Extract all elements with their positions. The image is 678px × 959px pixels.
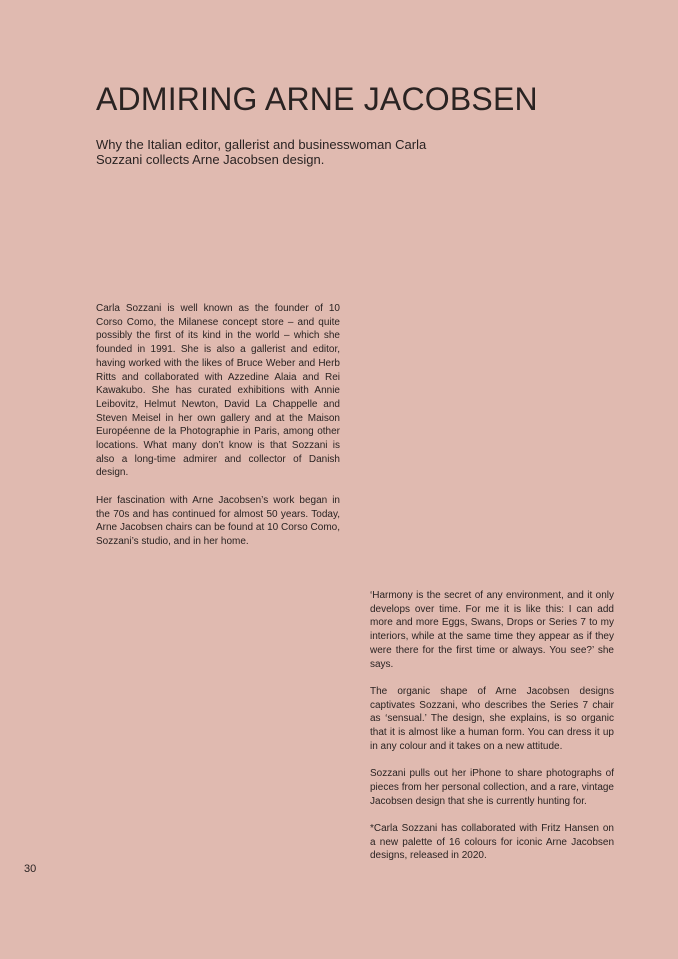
right-text-column <box>370 589 614 877</box>
paragraph: Carla Sozzani is well known as the founder of 10 Corso Como, the Milanese concept store – and quite possibly the first of its kind in the world – which she founded in 1991. She is also a gallerist and editor, having worked with the likes of Bruce Weber and Herb Ritts and collaborated with Azzedine Alaia and Rei Kawakubo. She has curated exhibitions with Annie Leibovitz, Helmut Newton, David La Chappelle and Steven Meisel in her own gallery and at the Maison Européenne de la Photographie in Paris, among other locations. What many don’t know is that Sozzani is also a long-time admirer and collector of Danish design. <box>96 303 340 479</box>
article-subtitle: Why the Italian editor, gallerist and businesswoman Carla Sozzani collects Arne Jacobsen design. <box>96 137 427 167</box>
footnote: *Carla Sozzani has collaborated with Fritz Hansen on a new palette of 16 colours for iconic Arne Jacobsen designs, released in 2020. <box>370 822 614 862</box>
paragraph: The organic shape of Arne Jacobsen designs captivates Sozzani, who describes the Series 7 chair as ‘sensual.’ The design, she explains, is so organic that it is almost like a human form. You can dress it up in any colour and it takes on a new attitude. <box>370 685 614 752</box>
left-text-column <box>96 302 340 562</box>
page-number: 30 <box>24 863 37 875</box>
paragraph: Sozzani pulls out her iPhone to share photographs of pieces from her personal collection, and a rare, vintage Jacobsen design that she is currently hunting for. <box>370 768 614 807</box>
paragraph: ‘Harmony is the secret of any environment, and it only develops over time. For me it is like this: I can add more and more Eggs, Swans, Drops or Series 7 to my interiors, while at the same time they appear as if they were there for the first time or always. You see?’ she says. <box>370 590 614 670</box>
paragraph: Her fascination with Arne Jacobsen’s work began in the 70s and has continued for almost 50 years. Today, Arne Jacobsen chairs can be found at 10 Corso Como, Sozzani’s studio, and in her home. <box>96 494 340 547</box>
article-title: ADMIRING ARNE JACOBSEN <box>96 81 538 117</box>
